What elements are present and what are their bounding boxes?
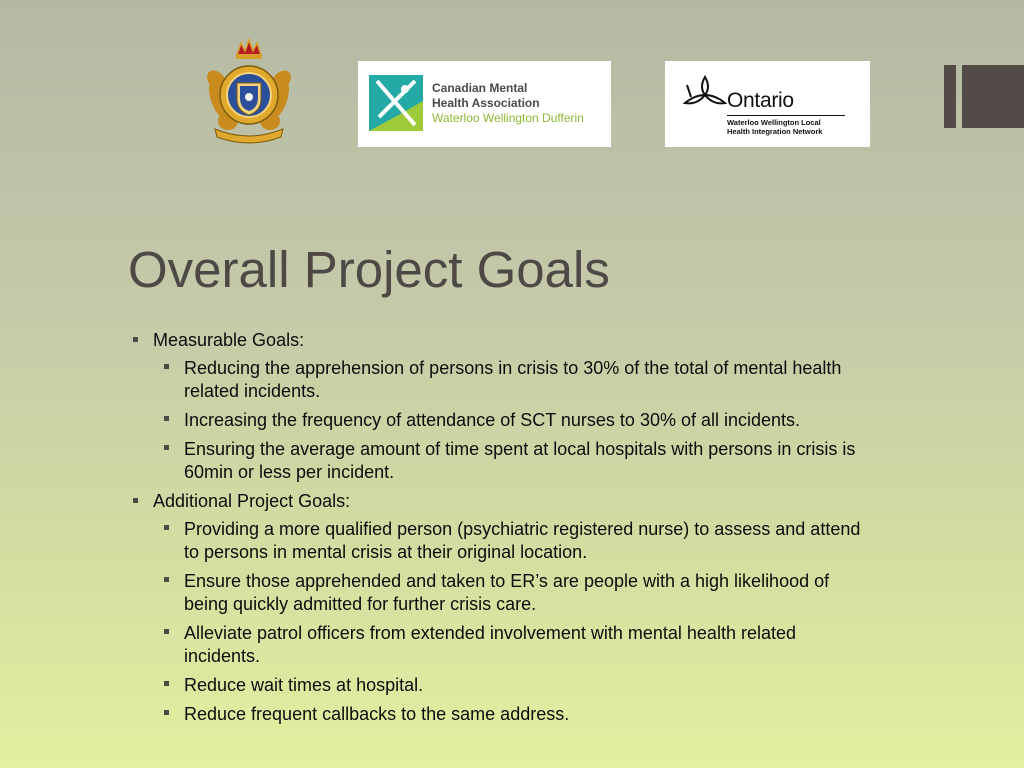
goal-item-text: Reduce wait times at hospital. bbox=[184, 675, 424, 695]
goal-item-text: Reducing the apprehension of persons in crisis to 30% of the total of mental health related incidents. bbox=[184, 358, 842, 401]
ontario-rule bbox=[727, 115, 845, 116]
bullet-icon bbox=[164, 445, 169, 450]
cmha-line2: Health Association bbox=[432, 96, 540, 110]
bullet-icon bbox=[164, 577, 169, 582]
goal-item bbox=[164, 674, 873, 697]
bullet-icon bbox=[133, 498, 138, 503]
goal-item bbox=[164, 357, 873, 403]
section-heading-measurable bbox=[133, 329, 873, 352]
goal-item-text: Ensure those apprehended and taken to ER’s are people with a high likelihood of being quickly admitted for further crisis care. bbox=[184, 571, 830, 614]
goal-item-text: Ensuring the average amount of time spent at local hospitals with persons in crisis is 60min or less per incident. bbox=[184, 439, 856, 482]
section-heading-additional bbox=[133, 490, 873, 513]
goal-item-text: Providing a more qualified person (psychiatric registered nurse) to assess and attend to persons in mental crisis at their original location. bbox=[184, 519, 861, 562]
goal-item bbox=[164, 409, 873, 432]
goal-sections bbox=[133, 329, 873, 726]
bullet-icon bbox=[164, 364, 169, 369]
goal-item bbox=[164, 703, 873, 726]
ontario-wordmark: Ontario bbox=[727, 89, 794, 112]
bullet-icon bbox=[164, 416, 169, 421]
bullet-icon bbox=[164, 681, 169, 686]
bullet-icon bbox=[164, 710, 169, 715]
goal-item bbox=[164, 438, 873, 484]
section-heading-text: Measurable Goals: bbox=[153, 330, 305, 350]
cmha-mark-icon bbox=[369, 75, 423, 131]
decorative-bar-thin bbox=[944, 65, 956, 128]
goal-item-text: Alleviate patrol officers from extended involvement with mental health related incidents. bbox=[184, 623, 796, 666]
ontario-lhin-logo bbox=[665, 61, 870, 147]
police-crest-icon bbox=[203, 37, 295, 147]
section-heading-text: Additional Project Goals: bbox=[153, 491, 351, 511]
police-crest-logo bbox=[203, 37, 295, 147]
goal-item-text: Reduce frequent callbacks to the same address. bbox=[184, 704, 570, 724]
bullet-icon bbox=[164, 525, 169, 530]
goal-item bbox=[164, 570, 873, 616]
decorative-bar-thick bbox=[962, 65, 1024, 128]
cmha-line3: Waterloo Wellington Dufferin bbox=[432, 111, 584, 125]
goal-item bbox=[164, 622, 873, 668]
goal-item-text: Increasing the frequency of attendance of SCT nurses to 30% of all incidents. bbox=[184, 410, 801, 430]
bullet-icon bbox=[133, 337, 138, 342]
ontario-sub1: Waterloo Wellington Local bbox=[727, 118, 821, 127]
cmha-line1: Canadian Mental bbox=[432, 81, 528, 95]
slide-title: Overall Project Goals bbox=[128, 241, 610, 298]
slide-content bbox=[133, 325, 873, 732]
goal-item bbox=[164, 518, 873, 564]
trillium-icon bbox=[681, 73, 729, 113]
cmha-logo bbox=[358, 61, 611, 147]
bullet-icon bbox=[164, 629, 169, 634]
ontario-sub2: Health Integration Network bbox=[727, 127, 823, 136]
